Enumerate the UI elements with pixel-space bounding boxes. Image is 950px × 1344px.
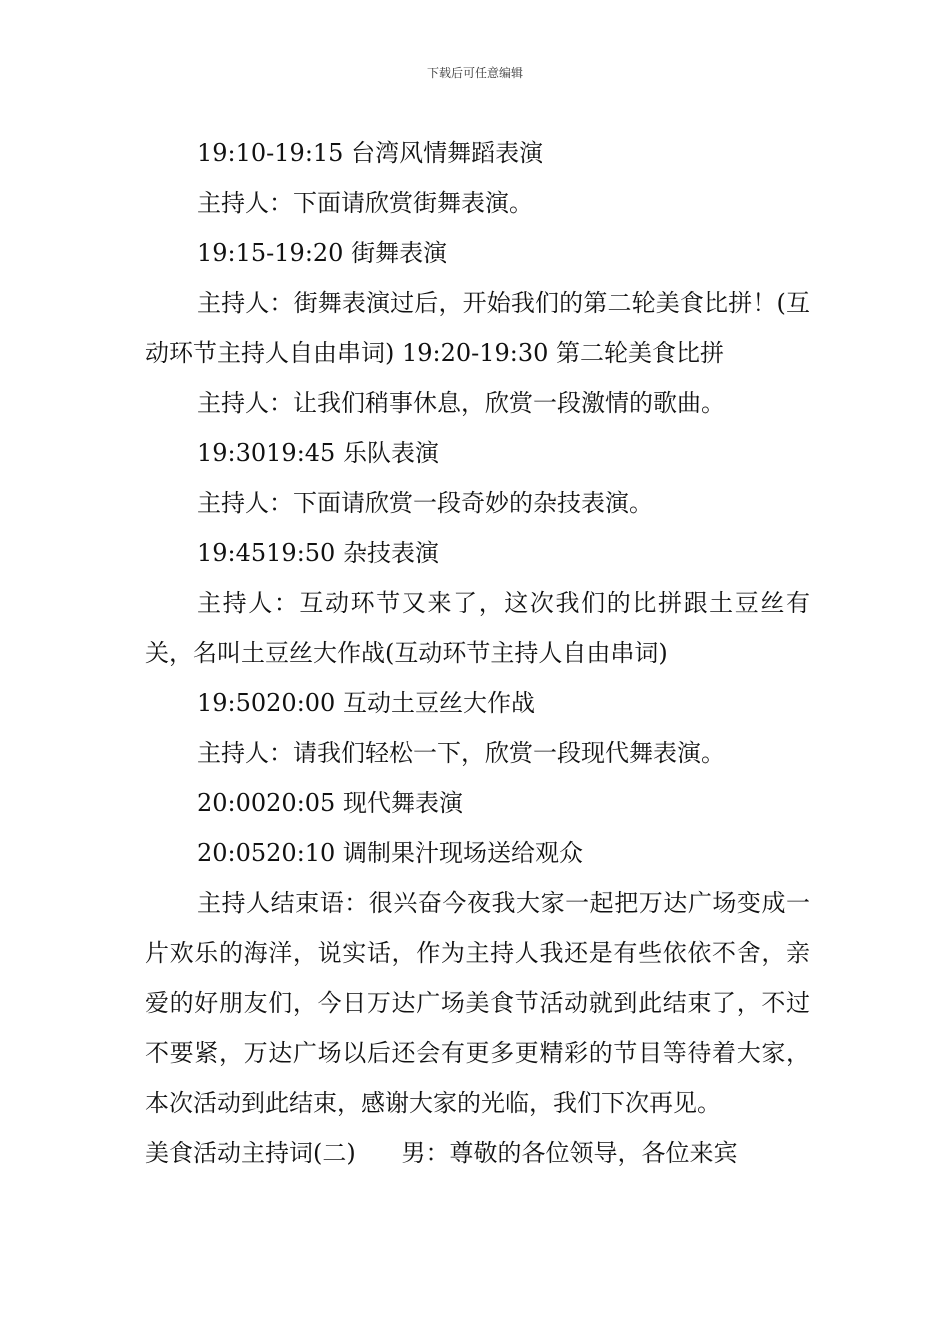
document-body (145, 128, 810, 1178)
paragraph-7: 主持人：下面请欣赏一段奇妙的杂技表演。 (197, 489, 653, 517)
paragraph-8: 19:4519:50 杂技表演 (197, 539, 439, 567)
paragraph-6: 19:3019:45 乐队表演 (197, 439, 439, 467)
paragraph-11: 主持人：请我们轻松一下，欣赏一段现代舞表演。 (197, 739, 725, 767)
page-header: 下载后可任意编辑 (426, 66, 523, 80)
paragraph-5: 主持人：让我们稍事休息，欣赏一段激情的歌曲。 (197, 389, 725, 417)
paragraph-10: 19:5020:00 互动土豆丝大作战 (197, 689, 535, 717)
paragraph-13: 20:0520:10 调制果汁现场送给观众 (197, 839, 583, 867)
paragraph-4: 主持人：街舞表演过后，开始我们的第二轮美食比拼！(互动环节主持人自由串词) 19:20-19:30 第二轮美食比拼 (145, 289, 810, 367)
paragraph-1: 19:10-19:15 台湾风情舞蹈表演 (197, 139, 544, 167)
paragraph-12: 20:0020:05 现代舞表演 (197, 789, 463, 817)
paragraph-9: 主持人：互动环节又来了，这次我们的比拼跟土豆丝有关，名叫土豆丝大作战(互动环节主持人自由串词) (145, 589, 810, 667)
paragraph-14: 主持人结束语：很兴奋今夜我大家一起把万达广场变成一片欢乐的海洋，说实话，作为主持人我还是有些依依不舍，亲爱的好朋友们，今日万达广场美食节活动就到此结束了，不过不要紧，万达广场以后还会有更多更精彩的节目等待着大家，本次活动到此结束，感谢大家的光临，我们下次再见。 (145, 889, 810, 1117)
paragraph-2: 主持人：下面请欣赏街舞表演。 (197, 189, 533, 217)
paragraph-3: 19:15-19:20 街舞表演 (197, 239, 448, 267)
closing-line: 美食活动主持词(二) 男：尊敬的各位领导，各位来宾 (145, 1139, 738, 1167)
